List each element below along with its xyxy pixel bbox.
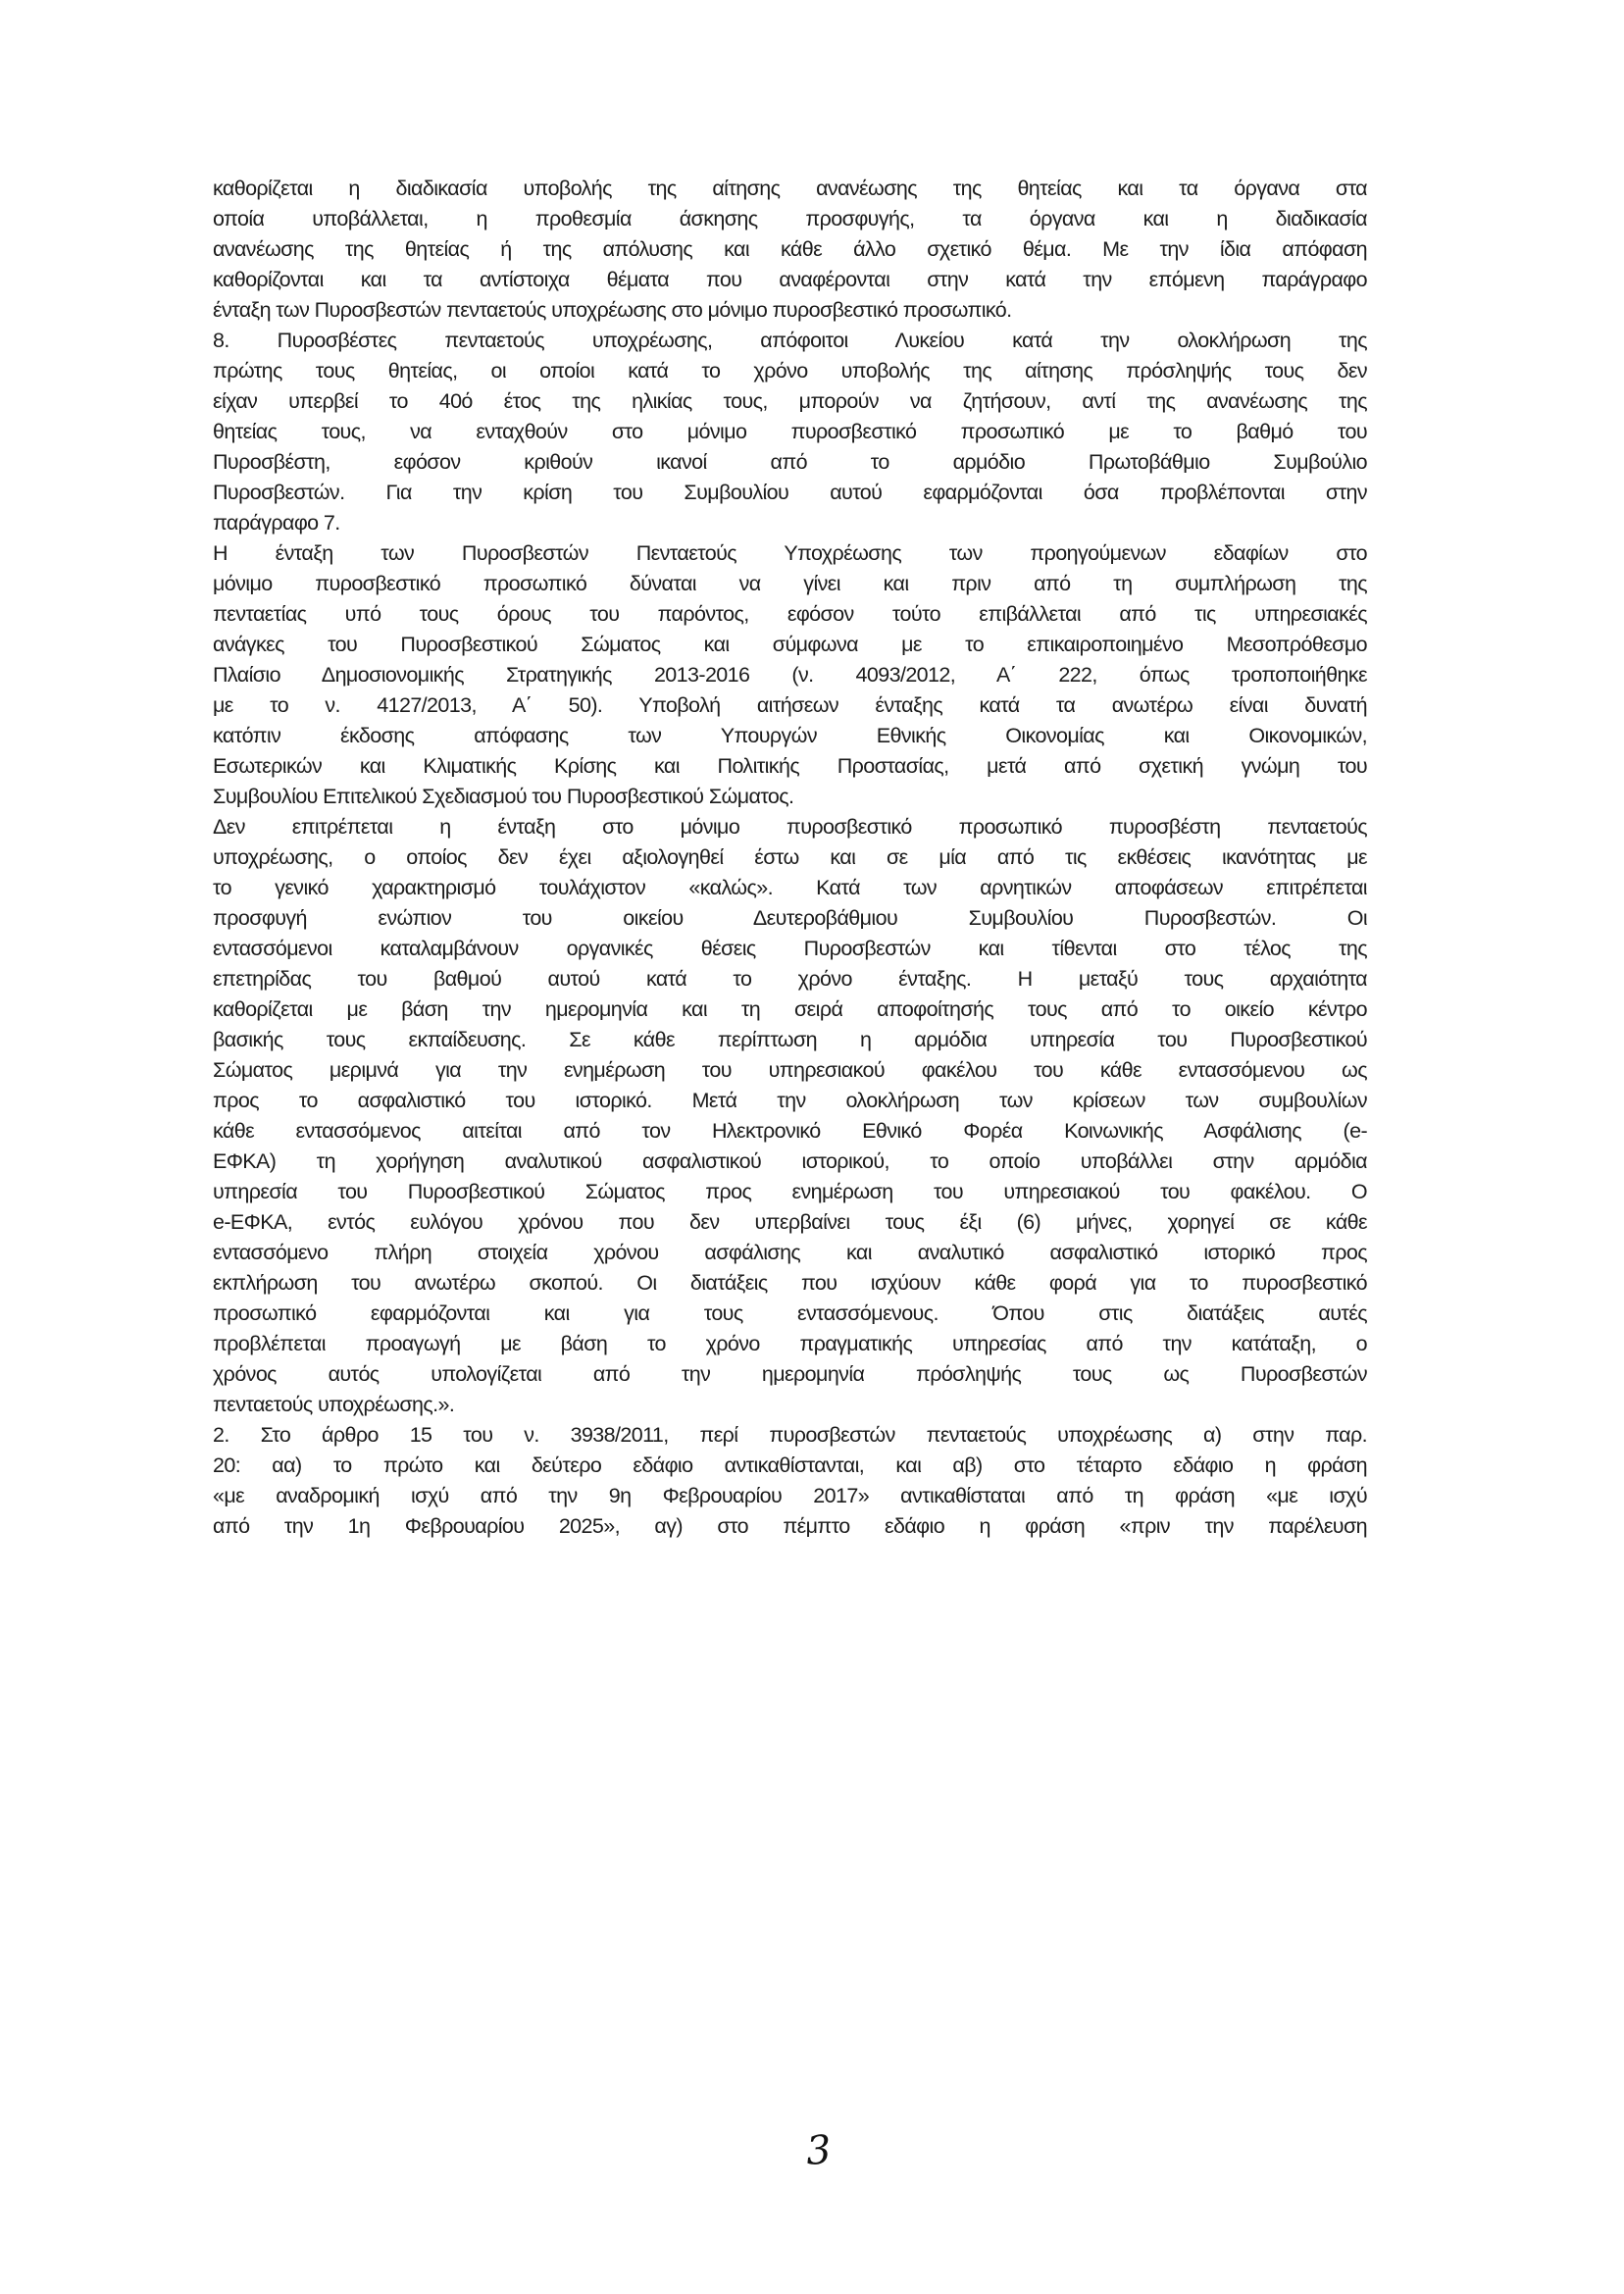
text-line: χρόνος αυτός υπολογίζεται από την ημερομηνία πρόσληψής τους ως Πυροσβεστών xyxy=(213,1362,1367,1386)
text-line: με το ν. 4127/2013, Α΄ 50). Υποβολή αιτήσεων ένταξης κατά τα ανωτέρω είναι δυνατή xyxy=(213,693,1367,717)
text-line: καθορίζεται με βάση την ημερομηνία και τη σειρά αποφοίτησής τους από το οικείο κέντρο xyxy=(213,997,1367,1021)
text-line: Πλαίσιο Δημοσιονομικής Στρατηγικής 2013-2016 (ν. 4093/2012, Α΄ 222, όπως τροποποιήθηκε xyxy=(213,663,1367,687)
text-line: «με αναδρομική ισχύ από την 9η Φεβρουαρίου 2017» αντικαθίσταται από τη φράση «με ισχύ xyxy=(213,1484,1367,1507)
text-line: ανανέωσης της θητείας ή της απόλυσης και κάθε άλλο σχετικό θέμα. Με την ίδια απόφαση xyxy=(213,237,1367,261)
page-number: 3 xyxy=(804,2127,834,2174)
text-line: οποία υποβάλλεται, η προθεσμία άσκησης προσφυγής, τα όργανα και η διαδικασία xyxy=(213,207,1367,230)
paragraph-8-start: 8. Πυροσβέστες πενταετούς υποχρέωσης, απόφοιτοι Λυκείου κατά την ολοκλήρωση της xyxy=(213,329,1367,352)
text-line: παράγραφο 7. xyxy=(213,511,340,535)
text-line: εκπλήρωση του ανωτέρω σκοπού. Οι διατάξεις που ισχύουν κάθε φορά για το πυροσβεστικό xyxy=(213,1271,1367,1295)
text-line: προσφυγή ενώπιον του οικείου Δευτεροβάθμιου Συμβουλίου Πυροσβεστών. Οι xyxy=(213,906,1367,930)
text-line: Εσωτερικών και Κλιματικής Κρίσης και Πολιτικής Προστασίας, μετά από σχετική γνώμη του xyxy=(213,754,1367,778)
text-line: βασικής τους εκπαίδευσης. Σε κάθε περίπτωση η αρμόδια υπηρεσία του Πυροσβεστικού xyxy=(213,1028,1367,1051)
text-line: μόνιμο πυροσβεστικό προσωπικό δύναται να γίνει και πριν από τη συμπλήρωση της xyxy=(213,572,1367,595)
text-line: το γενικό χαρακτηρισμό τουλάχιστον «καλώς». Κατά των αρνητικών αποφάσεων επιτρέπεται xyxy=(213,876,1367,899)
text-line: προβλέπεται προαγωγή με βάση το χρόνο πραγματικής υπηρεσίας από την κατάταξη, ο xyxy=(213,1332,1367,1355)
text-line: κατόπιν έκδοσης απόφασης των Υπουργών Εθνικής Οικονομίας και Οικονομικών, xyxy=(213,724,1367,747)
text-line: Πυροσβέστη, εφόσον κριθούν ικανοί από το αρμόδιο Πρωτοβάθμιο Συμβούλιο xyxy=(213,450,1367,474)
text-line: είχαν υπερβεί το 40ό έτος της ηλικίας τους, μπορούν να ζητήσουν, αντί της ανανέωσης της xyxy=(213,389,1367,413)
text-line: καθορίζονται και τα αντίστοιχα θέματα που αναφέρονται στην κατά την επόμενη παράγραφο xyxy=(213,268,1367,291)
text-line: υποχρέωσης, ο οποίος δεν έχει αξιολογηθεί έστω και σε μία από τις εκθέσεις ικανότητας με xyxy=(213,845,1367,869)
text-line: εντασσόμενοι καταλαμβάνουν οργανικές θέσεις Πυροσβεστών και τίθενται στο τέλος της xyxy=(213,937,1367,960)
text-line: πρώτης τους θητείας, οι οποίοι κατά το χρόνο υποβολής της αίτησης πρόσληψής τους δεν xyxy=(213,359,1367,382)
text-line: καθορίζεται η διαδικασία υποβολής της αίτησης ανανέωσης της θητείας και τα όργανα στα xyxy=(213,177,1367,200)
text-line: προσωπικό εφαρμόζονται και για τους εντασσόμενους. Όπου στις διατάξεις αυτές xyxy=(213,1301,1367,1325)
text-line: από την 1η Φεβρουαρίου 2025», αγ) στο πέμπτο εδάφιο η φράση «πριν την παρέλευση xyxy=(213,1514,1367,1538)
text-line: επετηρίδας του βαθμού αυτού κατά το χρόνο ένταξης. Η μεταξύ τους αρχαιότητα xyxy=(213,967,1367,991)
text-line: Σώματος μεριμνά για την ενημέρωση του υπηρεσιακού φακέλου του κάθε εντασσόμενου ως xyxy=(213,1058,1367,1082)
text-line: υπηρεσία του Πυροσβεστικού Σώματος προς ενημέρωση του υπηρεσιακού του φακέλου. Ο xyxy=(213,1180,1367,1203)
paragraph-start: Δεν επιτρέπεται η ένταξη στο μόνιμο πυροσβεστικό προσωπικό πυροσβέστη πενταετούς xyxy=(213,815,1367,839)
text-line: ένταξη των Πυροσβεστών πενταετούς υποχρέωσης στο μόνιμο πυροσβεστικό προσωπικό. xyxy=(213,298,1012,322)
text-line: πενταετούς υποχρέωσης.». xyxy=(213,1393,455,1416)
text-line: ανάγκες του Πυροσβεστικού Σώματος και σύμφωνα με το επικαιροποιημένο Μεσοπρόθεσμο xyxy=(213,633,1367,656)
paragraph-2-start: 2. Στο άρθρο 15 του ν. 3938/2011, περί πυροσβεστών πενταετούς υποχρέωσης α) στην παρ. xyxy=(213,1423,1367,1447)
text-line: εντασσόμενο πλήρη στοιχεία χρόνου ασφάλισης και αναλυτικό ασφαλιστικό ιστορικό προς xyxy=(213,1241,1367,1264)
text-line: Συμβουλίου Επιτελικού Σχεδιασμού του Πυροσβεστικού Σώματος. xyxy=(213,785,794,808)
text-line: κάθε εντασσόμενος αιτείται από τον Ηλεκτρονικό Εθνικό Φορέα Κοινωνικής Ασφάλισης (e- xyxy=(213,1119,1367,1143)
text-line: προς το ασφαλιστικό του ιστορικό. Μετά την ολοκλήρωση των κρίσεων των συμβουλίων xyxy=(213,1089,1367,1112)
paragraph-start: Η ένταξη των Πυροσβεστών Πενταετούς Υποχρέωσης των προηγούμενων εδαφίων στο xyxy=(213,541,1367,565)
text-line: ΕΦΚΑ) τη χορήγηση αναλυτικού ασφαλιστικού ιστορικού, το οποίο υποβάλλει στην αρμόδια xyxy=(213,1149,1367,1173)
text-line: πενταετίας υπό τους όρους του παρόντος, εφόσον τούτο επιβάλλεται από τις υπηρεσιακές xyxy=(213,602,1367,626)
text-line: Πυροσβεστών. Για την κρίση του Συμβουλίου αυτού εφαρμόζονται όσα προβλέπονται στην xyxy=(213,481,1367,504)
body-text xyxy=(213,174,1367,1542)
text-line: e-ΕΦΚΑ, εντός ευλόγου χρόνου που δεν υπερβαίνει τους έξι (6) μήνες, χορηγεί σε κάθε xyxy=(213,1210,1367,1234)
text-line: θητείας τους, να ενταχθούν στο μόνιμο πυροσβεστικό προσωπικό με το βαθμό του xyxy=(213,420,1367,443)
text-line: 20: αα) το πρώτο και δεύτερο εδάφιο αντικαθίστανται, και αβ) στο τέταρτο εδάφιο η φράση xyxy=(213,1453,1367,1477)
